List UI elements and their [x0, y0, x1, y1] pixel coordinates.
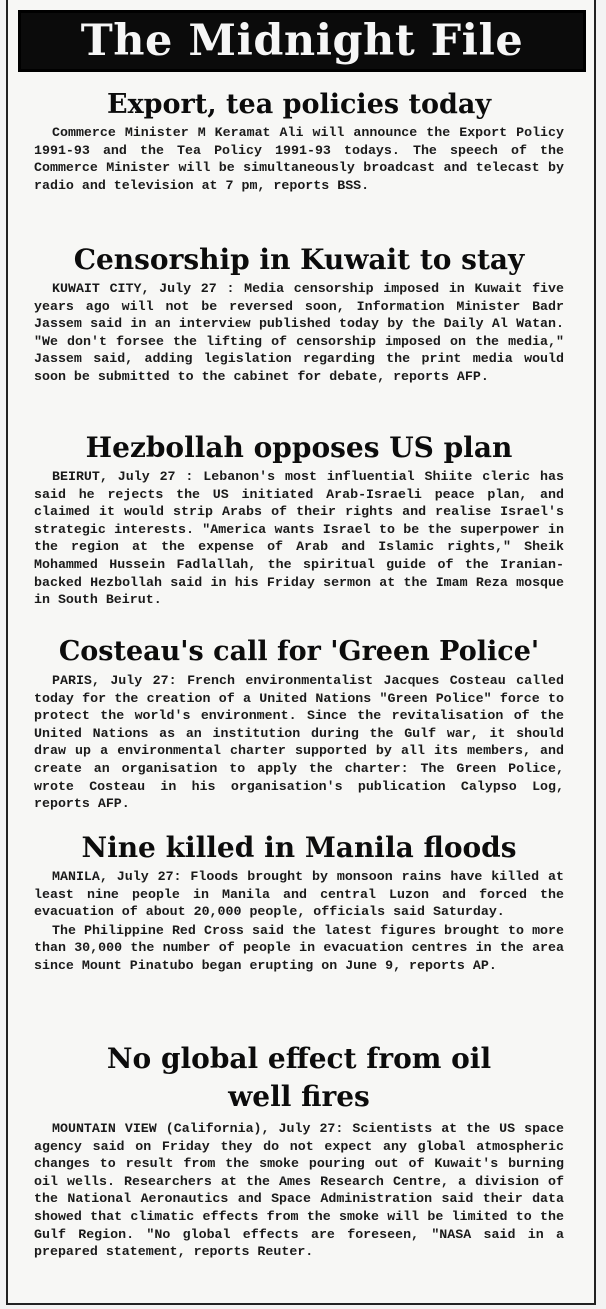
- story-oil-well-fires: [34, 1040, 564, 1261]
- story-export-tea: [34, 86, 564, 194]
- headline: Censorship in Kuwait to stay: [73, 243, 525, 276]
- headline: Nine killed in Manila floods: [81, 831, 517, 864]
- story-manila-floods: [34, 828, 564, 975]
- story-paragraph: MANILA, July 27: Floods brought by monsoon rains have killed at least nine people in Manila and central Luzon and forced the evacuation of about 20,000 people, officials said Saturday.: [34, 869, 564, 920]
- newspaper-page: [6, 0, 596, 1305]
- story-paragraph: KUWAIT CITY, July 27 : Media censorship imposed in Kuwait five years ago will not be reversed soon, Information Minister Badr Jassem said in an interview published today by the Daily Al Watan. "We don't forsee the lifting of censorship imposed on the media," Jassem said, adding legislation regarding the print media would soon be submitted to the cabinet for debate, reports AFP.: [34, 281, 564, 384]
- headline: Hezbollah opposes US plan: [85, 431, 513, 464]
- story-kuwait-censorship: [34, 240, 564, 386]
- headline: Export, tea policies today: [106, 89, 492, 120]
- story-paragraph: PARIS, July 27: French environmentalist Jacques Costeau called today for the creation of a United Nations "Green Police" force to protect the world's environment. Since the revitalisation of the United Nations as an institution during the Gulf war, it should draw up a environmental charter supported by all its members, and create an organisation to apply the charter: The Green Police, wrote Costeau in his organisation's publication Calypso Log, reports AFP.: [34, 673, 564, 812]
- masthead-banner: [18, 10, 586, 72]
- story-hezbollah: [34, 428, 564, 609]
- headline: Costeau's call for 'Green Police': [58, 636, 540, 667]
- masthead-title: The Midnight File: [80, 16, 524, 66]
- story-paragraph: BEIRUT, July 27 : Lebanon's most influential Shiite cleric has said he rejects the US initiated Arab-Israeli peace plan, and claimed it would strip Arabs of their rights and realise Israel's strategic interests. "America wants Israel to be the superpower in the region at the expense of Arab and Islamic rights," Sheik Mohammed Hussein Fadlallah, the spiritual guide of the Iranian-backed Hezbollah said in his Friday sermon at the Imam Reza mosque in South Beirut.: [34, 469, 564, 608]
- headline: No global effect from oil well fires: [106, 1042, 492, 1113]
- story-paragraph: Commerce Minister M Keramat Ali will announce the Export Policy 1991-93 and the Tea Policy 1991-93 todays. The speech of the Commerce Minister will be simultaneously broadcast and telecast by radio and television at 7 pm, reports BSS.: [34, 125, 564, 193]
- story-paragraph: The Philippine Red Cross said the latest figures brought to more than 30,000 the number of people in evacuation centres in the area since Mount Pinatubo began erupting on June 9, reports AP.: [34, 922, 564, 973]
- story-paragraph: MOUNTAIN VIEW (California), July 27: Scientists at the US space agency said on Friday they do not expect any global atmospheric changes to result from the smoke pouring out of Kuwait's burning oil wells. Researchers at the Ames Research Centre, a division of the National Aeronautics and Space Administration said their data showed that climatic effects from the smoke will be limited to the Gulf Region. "No global effects are foreseen, "NASA said in a prepared statement, reports Reuter.: [34, 1121, 564, 1260]
- story-green-police: [34, 632, 564, 813]
